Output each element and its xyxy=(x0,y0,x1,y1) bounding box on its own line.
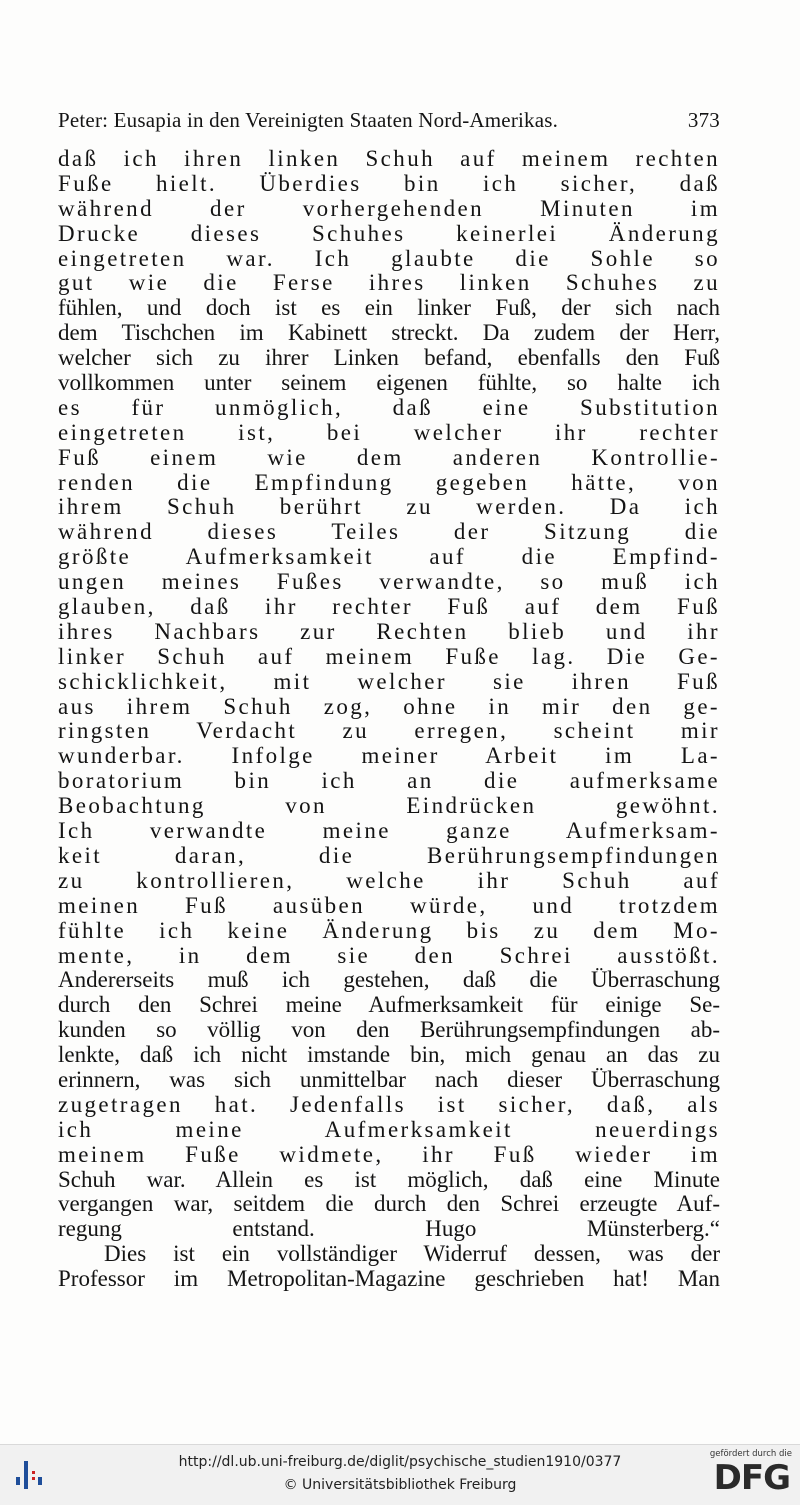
text-line: meinen Fuß ausüben würde, und trotzdem xyxy=(58,892,720,918)
text-line: Ich verwandte meine ganze Aufmerksam- xyxy=(58,818,720,844)
document-url[interactable]: http://dl.ub.uni-freiburg.de/diglit/psychische_studien1910/0377 xyxy=(178,1454,622,1470)
text-line: regung entstand. Hugo Münsterberg.“ xyxy=(58,1216,720,1242)
text-line: vollkommen unter seinem eigenen fühlte, so halte ich xyxy=(58,370,720,396)
body-text xyxy=(58,147,720,1292)
text-line: Fuße hielt. Überdies bin ich sicher, daß xyxy=(58,170,720,196)
text-line: es für unmöglich, daß eine Substitution xyxy=(58,394,720,420)
text-line: zu kontrollieren, welche ihr Schuh auf xyxy=(58,867,720,893)
text-line: Professor im Metropolitan-Magazine geschrieben hat! Man xyxy=(58,1266,720,1292)
text-line: ich meine Aufmerksamkeit neuerdings xyxy=(58,1116,720,1142)
text-line: aus ihrem Schuh zog, ohne in mir den ge- xyxy=(58,693,720,719)
text-line: meinem Fuße widmete, ihr Fuß wieder im xyxy=(58,1141,720,1167)
text-line: Andererseits muß ich gestehen, daß die Überraschung xyxy=(58,967,720,993)
text-line: mente, in dem sie den Schrei ausstößt. xyxy=(58,942,720,968)
text-line: fühlte ich keine Änderung bis zu dem Mo- xyxy=(58,917,720,943)
text-line: gut wie die Ferse ihres linken Schuhes zu xyxy=(58,270,720,296)
text-line: schicklichkeit, mit welcher sie ihren Fuß xyxy=(58,668,720,694)
running-title: Peter: Eusapia in den Vereinigten Staaten Nord-Amerikas. xyxy=(58,108,559,132)
text-line: fühlen, und doch ist es ein linker Fuß, der sich nach xyxy=(58,295,720,321)
text-line: ihres Nachbars zur Rechten blieb und ihr xyxy=(58,618,720,644)
text-line: ungen meines Fußes verwandte, so muß ich xyxy=(58,569,720,595)
text-line: Dies ist ein vollständiger Widerruf dessen, was der xyxy=(104,1241,720,1267)
dfg-logo: DFG xyxy=(713,1458,790,1498)
text-line: daß ich ihren linken Schuh auf meinem rechten xyxy=(58,146,720,171)
viewer-footer xyxy=(0,1444,800,1505)
text-line: zugetragen hat. Jedenfalls ist sicher, daß, als xyxy=(58,1091,720,1117)
text-line: linker Schuh auf meinem Fuße lag. Die Ge- xyxy=(58,643,720,669)
dfg-tagline: gefördert durch die xyxy=(709,1449,792,1459)
text-line: renden die Empfindung gegeben hätte, von xyxy=(58,469,720,495)
text-line: während dieses Teiles der Sitzung die xyxy=(58,519,720,545)
text-line: welcher sich zu ihrer Linken befand, ebenfalls den Fuß xyxy=(58,345,720,371)
text-line: eingetreten ist, bei welcher ihr rechter xyxy=(58,419,720,445)
text-line: eingetreten war. Ich glaubte die Sohle so xyxy=(58,245,720,271)
text-line: glauben, daß ihr rechter Fuß auf dem Fuß xyxy=(58,594,720,620)
text-line: wunderbar. Infolge meiner Arbeit im La- xyxy=(58,743,720,769)
text-line: ringsten Verdacht zu erregen, scheint mir xyxy=(58,718,720,744)
text-line: dem Tischchen im Kabinett streckt. Da zudem der Herr, xyxy=(58,320,720,346)
text-line: Beobachtung von Eindrücken gewöhnt. xyxy=(58,793,720,819)
text-line: größte Aufmerksamkeit auf die Empfind- xyxy=(58,544,720,570)
text-line: während der vorhergehenden Minuten im xyxy=(58,195,720,221)
text-line: lenkte, daß ich nicht imstande bin, mich genau an das zu xyxy=(58,1042,720,1068)
copyright-notice: © Universitätsbibliothek Freiburg xyxy=(283,1477,517,1493)
text-line: durch den Schrei meine Aufmerksamkeit für einige Se- xyxy=(58,992,720,1018)
text-line: boratorium bin ich an die aufmerksame xyxy=(58,768,720,794)
text-line: Drucke dieses Schuhes keinerlei Änderung xyxy=(58,220,720,246)
text-line: vergangen war, seitdem die durch den Schrei erzeugte Auf- xyxy=(58,1191,720,1217)
text-line: Schuh war. Allein es ist möglich, daß eine Minute xyxy=(58,1166,720,1192)
text-line: keit daran, die Berührungsempfindungen xyxy=(58,842,720,868)
text-line: kunden so völlig von den Berührungsempfindungen ab- xyxy=(58,1017,720,1043)
text-line: ihrem Schuh berührt zu werden. Da ich xyxy=(58,494,720,520)
text-line: erinnern, was sich unmittelbar nach dieser Überraschung xyxy=(58,1066,720,1092)
page-number: 373 xyxy=(687,108,720,132)
page-header xyxy=(58,108,720,133)
text-line: Fuß einem wie dem anderen Kontrollie- xyxy=(58,444,720,470)
